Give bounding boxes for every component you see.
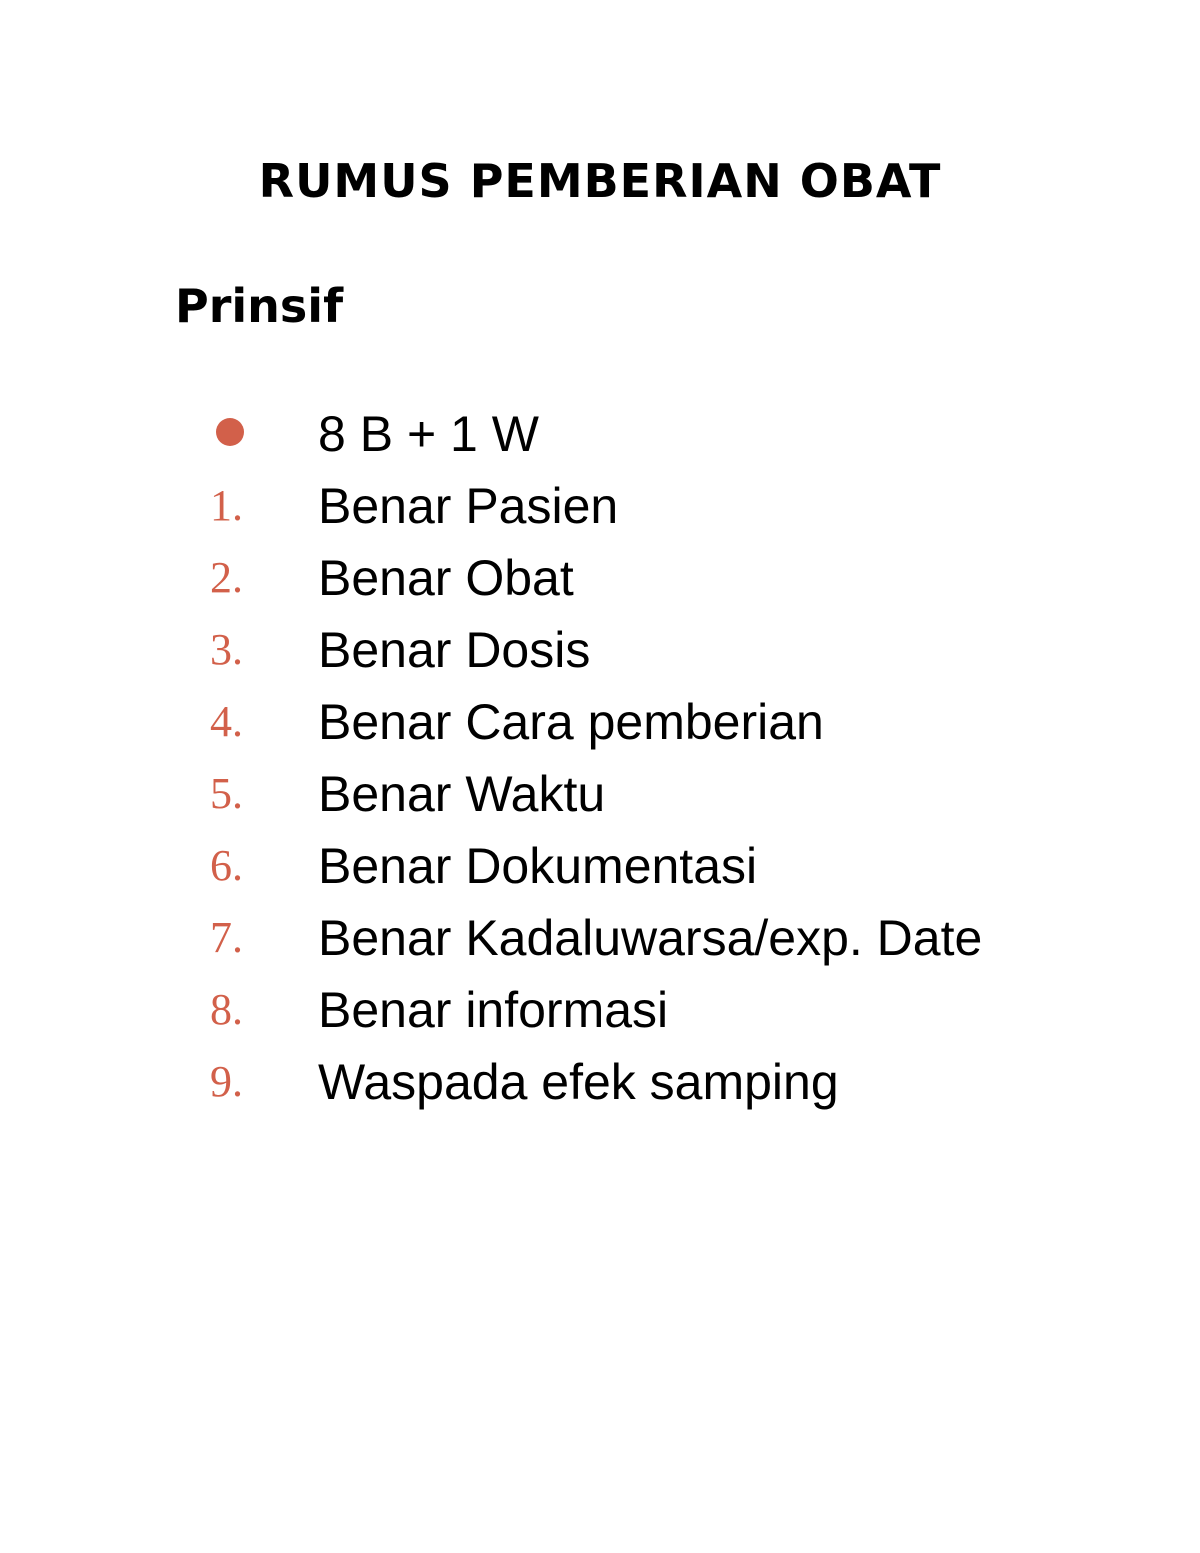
numbered-list-item (0, 470, 1200, 542)
list-item-number: 9. (210, 1057, 243, 1106)
list-item-text: Benar Waktu (318, 766, 606, 822)
list-item-text: Benar Kadaluwarsa/exp. Date (318, 910, 983, 966)
list-item-text: Benar Dosis (318, 622, 591, 678)
list-item-text: Benar informasi (318, 982, 669, 1038)
numbered-list-item (0, 686, 1200, 758)
list-item-text: 8 B + 1 W (318, 406, 539, 462)
list-item-text: Benar Pasien (318, 478, 619, 534)
numbered-list-item (0, 614, 1200, 686)
list-item-text: Benar Dokumentasi (318, 838, 758, 894)
numbered-list-item (0, 974, 1200, 1046)
numbered-list-item (0, 830, 1200, 902)
list-item-number: 2. (210, 553, 243, 602)
numbered-list-item (0, 758, 1200, 830)
list-item-number: 7. (210, 913, 243, 962)
list-item-number: 6. (210, 841, 243, 890)
bullet-dot-icon (216, 418, 244, 446)
list-item-number: 3. (210, 625, 243, 674)
list-item-text: Waspada efek samping (318, 1054, 839, 1110)
list-item-text: Benar Cara pemberian (318, 694, 824, 750)
list-item-number: 1. (210, 481, 243, 530)
list-item-text: Benar Obat (318, 550, 574, 606)
document-title: RUMUS PEMBERIAN OBAT (258, 154, 942, 208)
list-item-number: 5. (210, 769, 243, 818)
principles-list (0, 398, 1200, 1118)
numbered-list-item (0, 542, 1200, 614)
list-item-number: 4. (210, 697, 243, 746)
numbered-list-item (0, 1046, 1200, 1118)
section-heading-prinsif: Prinsif (175, 279, 344, 333)
numbered-list-item (0, 902, 1200, 974)
bullet-list-item (0, 398, 1200, 470)
list-item-number: 8. (210, 985, 243, 1034)
